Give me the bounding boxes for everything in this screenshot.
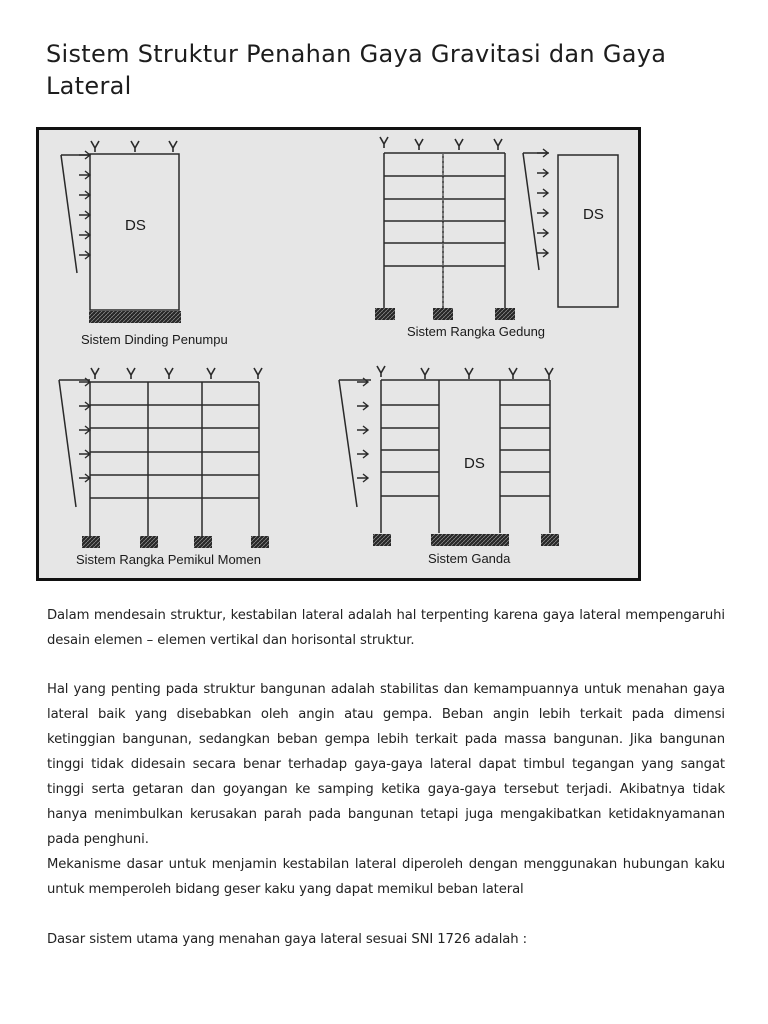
lateral-load-arrows	[523, 149, 549, 270]
caption-dual-system: Sistem Ganda	[428, 551, 511, 566]
ds-label: DS	[464, 455, 485, 472]
gravity-load-arrows	[377, 366, 553, 379]
ds-label: DS	[125, 217, 146, 234]
paragraph: Dasar sistem utama yang menahan gaya lateral sesuai SNI 1726 adalah :	[47, 932, 527, 947]
footing	[373, 534, 391, 546]
footing	[251, 536, 269, 548]
footing	[375, 308, 395, 320]
moment-frame-system-diagram	[59, 368, 269, 567]
foundation	[431, 534, 509, 546]
lateral-load-arrows	[59, 378, 90, 507]
building-frame-system-diagram	[375, 137, 618, 339]
frame	[384, 153, 505, 308]
bearing-wall-system-diagram	[61, 141, 228, 347]
footing	[495, 308, 515, 320]
footing	[541, 534, 559, 546]
caption-bearing-wall: Sistem Dinding Penumpu	[81, 332, 228, 347]
ds-label: DS	[583, 206, 604, 223]
foundation	[89, 311, 181, 323]
gravity-load-arrows	[91, 368, 262, 379]
footing	[82, 536, 100, 548]
gravity-load-arrows	[380, 137, 502, 150]
lateral-load-arrows	[61, 151, 90, 273]
structural-systems-figure	[36, 127, 641, 581]
caption-building-frame: Sistem Rangka Gedung	[407, 324, 546, 339]
frame	[90, 382, 259, 536]
paragraph: Mekanisme dasar untuk menjamin kestabilan lateral diperoleh dengan menggunakan hubungan kaku untuk memperoleh bidang geser kaku yang dapat memikul beban lateral	[47, 857, 725, 897]
gravity-load-arrows	[91, 141, 177, 152]
footing	[433, 308, 453, 320]
lateral-load-arrows	[339, 378, 371, 507]
dual-system-diagram	[339, 366, 559, 566]
article-title: Sistem Struktur Penahan Gaya Gravitasi dan Gaya Lateral	[46, 40, 667, 100]
paragraph: Dalam mendesain struktur, kestabilan lateral adalah hal terpenting karena gaya lateral mempengaruhi desain elemen – elemen vertikal dan horisontal struktur.	[47, 608, 725, 648]
caption-moment-frame: Sistem Rangka Pemikul Momen	[76, 552, 261, 567]
footing	[194, 536, 212, 548]
paragraph: Hal yang penting pada struktur bangunan adalah stabilitas dan kemampuannya untuk menahan gaya lateral baik yang disebabkan oleh angin atau gempa. Beban angin lebih terkait pada dimensi ketinggian bangunan, sedangkan beban gempa lebih terkait pada massa bangunan. Jika bangunan tinggi tidak didesain secara benar terhadap gaya-gaya lateral dapat timbul tegangan yang sangat tinggi serta getaran dan goyangan ke samping ketika gaya-gaya tersebut terjadi. Akibatnya tidak hanya menimbulkan kerusakan parah pada bangunan tetapi juga mengakibatkan ketidaknyamanan pada penghuni.	[47, 682, 725, 847]
footing	[140, 536, 158, 548]
shear-wall	[558, 155, 618, 307]
